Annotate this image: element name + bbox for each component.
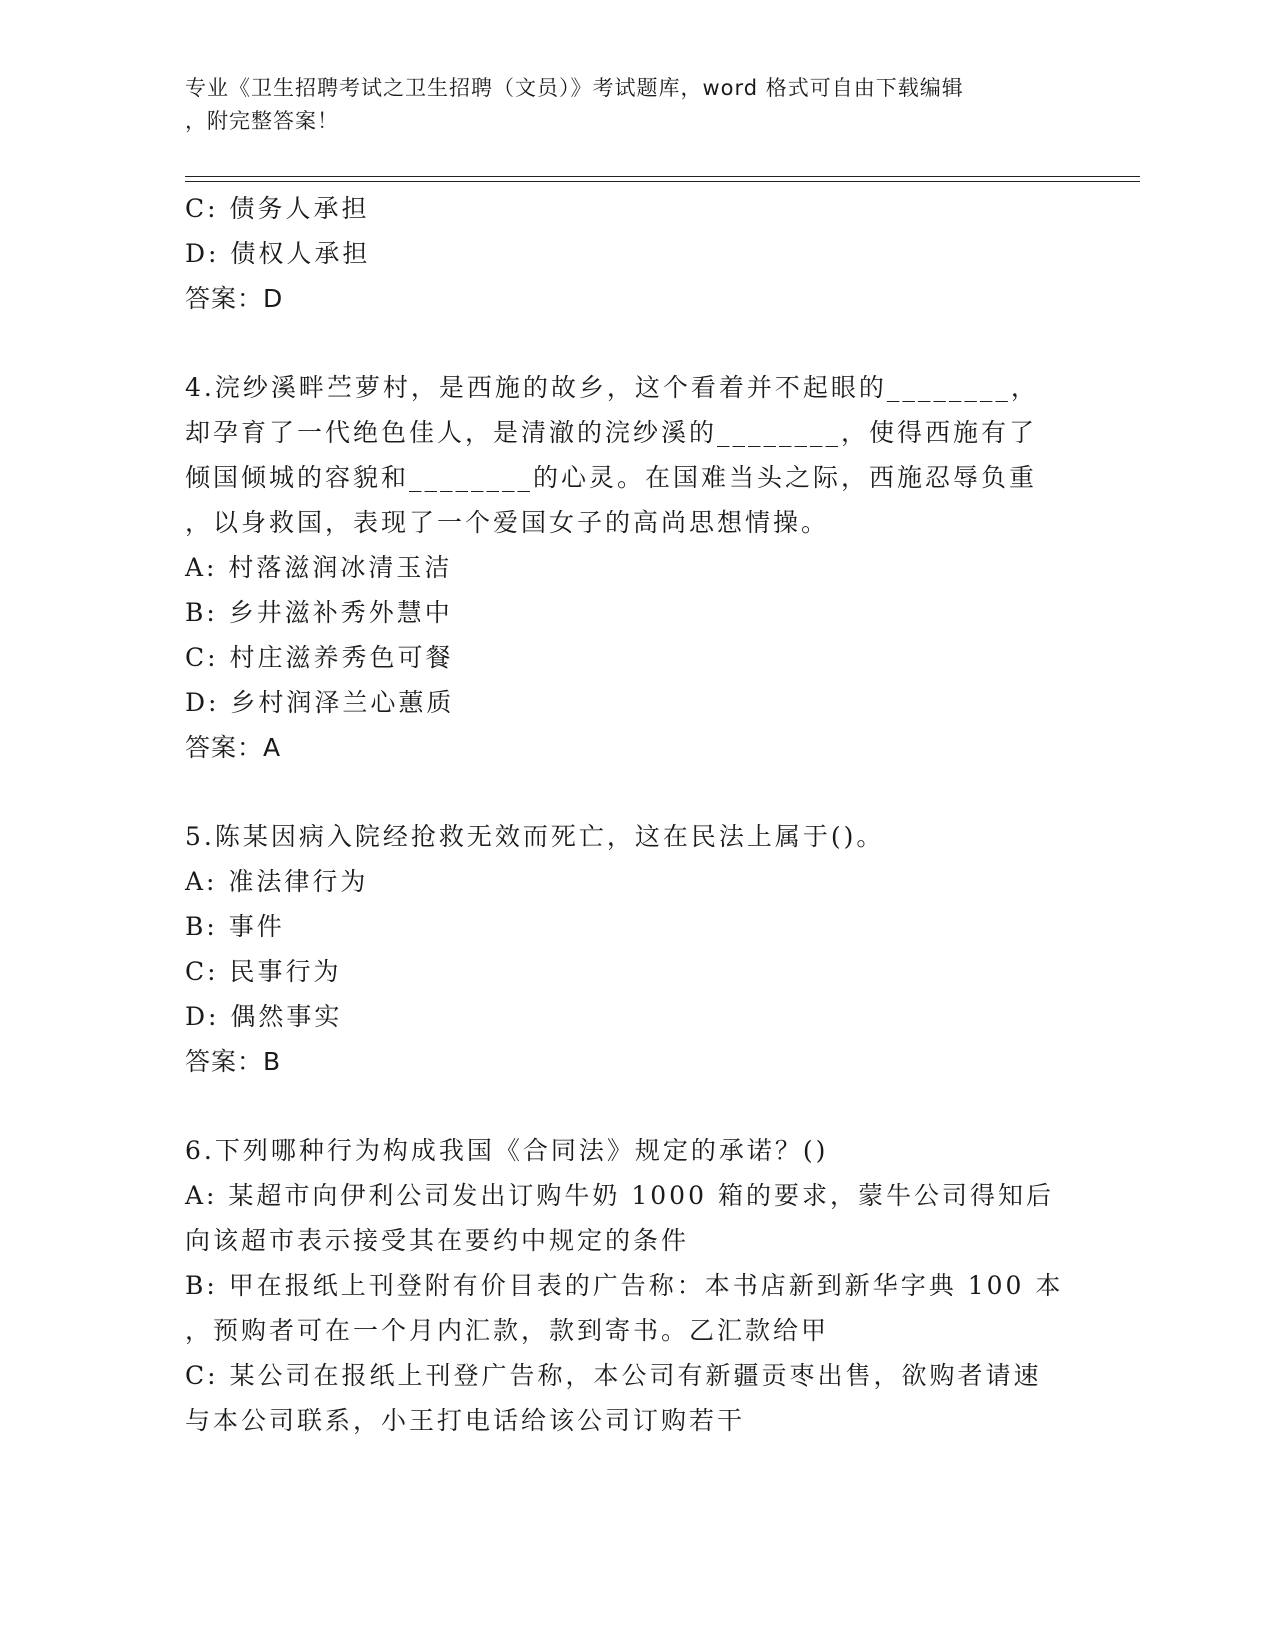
question-5 bbox=[185, 814, 1085, 1084]
header-line-2: ，附完整答案！ bbox=[185, 109, 339, 133]
option-b: B: 甲在报纸上刊登附有价目表的广告称：本书店新到新华字典 100 本 bbox=[185, 1271, 1064, 1300]
document-header bbox=[185, 72, 1085, 138]
question-3-tail bbox=[185, 186, 1085, 321]
question-stem-line: 却孕育了一代绝色佳人，是清澈的浣纱溪的________，使得西施有了 bbox=[185, 418, 1038, 447]
question-content bbox=[185, 186, 1085, 1443]
spacer bbox=[185, 770, 1085, 814]
spacer bbox=[185, 321, 1085, 365]
option-d: D: 偶然事实 bbox=[185, 1002, 343, 1031]
option-c: C: 村庄滋养秀色可餐 bbox=[185, 643, 454, 672]
option-a: A: 准法律行为 bbox=[185, 867, 369, 896]
option-d: D: 乡村润泽兰心蕙质 bbox=[185, 688, 455, 717]
option-b: B: 乡井滋补秀外慧中 bbox=[185, 598, 453, 627]
question-stem-line: 4.浣纱溪畔苎萝村，是西施的故乡，这个看着并不起眼的________， bbox=[185, 373, 1039, 402]
option-b: B: 事件 bbox=[185, 912, 285, 941]
answer-line: 答案：D bbox=[185, 284, 284, 313]
answer-line: 答案：A bbox=[185, 733, 282, 762]
option-b-continued: ，预购者可在一个月内汇款，款到寄书。乙汇款给甲 bbox=[185, 1316, 830, 1345]
question-stem-line: 5.陈某因病入院经抢救无效而死亡，这在民法上属于()。 bbox=[185, 822, 885, 851]
option-d: D: 债权人承担 bbox=[185, 239, 371, 268]
question-stem-line: 6.下列哪种行为构成我国《合同法》规定的承诺？() bbox=[185, 1136, 829, 1165]
question-stem-line: ，以身救国，表现了一个爱国女子的高尚思想情操。 bbox=[185, 508, 830, 537]
spacer bbox=[185, 1084, 1085, 1128]
question-4 bbox=[185, 365, 1085, 770]
option-c: C: 债务人承担 bbox=[185, 194, 370, 223]
option-c: C: 某公司在报纸上刊登广告称，本公司有新疆贡枣出售，欲购者请速 bbox=[185, 1361, 1042, 1390]
question-stem-line: 倾国倾城的容貌和________的心灵。在国难当头之际，西施忍辱负重 bbox=[185, 463, 1038, 492]
header-line-1: 专业《卫生招聘考试之卫生招聘（文员）》考试题库，word 格式可自由下载编辑 bbox=[185, 76, 964, 100]
option-a-continued: 向该超市表示接受其在要约中规定的条件 bbox=[185, 1226, 690, 1255]
option-a: A: 村落滋润冰清玉洁 bbox=[185, 553, 453, 582]
header-divider-bottom bbox=[185, 181, 1140, 182]
header-divider-top bbox=[185, 176, 1140, 177]
answer-line: 答案：B bbox=[185, 1047, 282, 1076]
option-c: C: 民事行为 bbox=[185, 957, 342, 986]
option-c-continued: 与本公司联系，小王打电话给该公司订购若干 bbox=[185, 1406, 746, 1435]
question-6 bbox=[185, 1128, 1085, 1443]
option-a: A: 某超市向伊利公司发出订购牛奶 1000 箱的要求，蒙牛公司得知后 bbox=[185, 1181, 1054, 1210]
